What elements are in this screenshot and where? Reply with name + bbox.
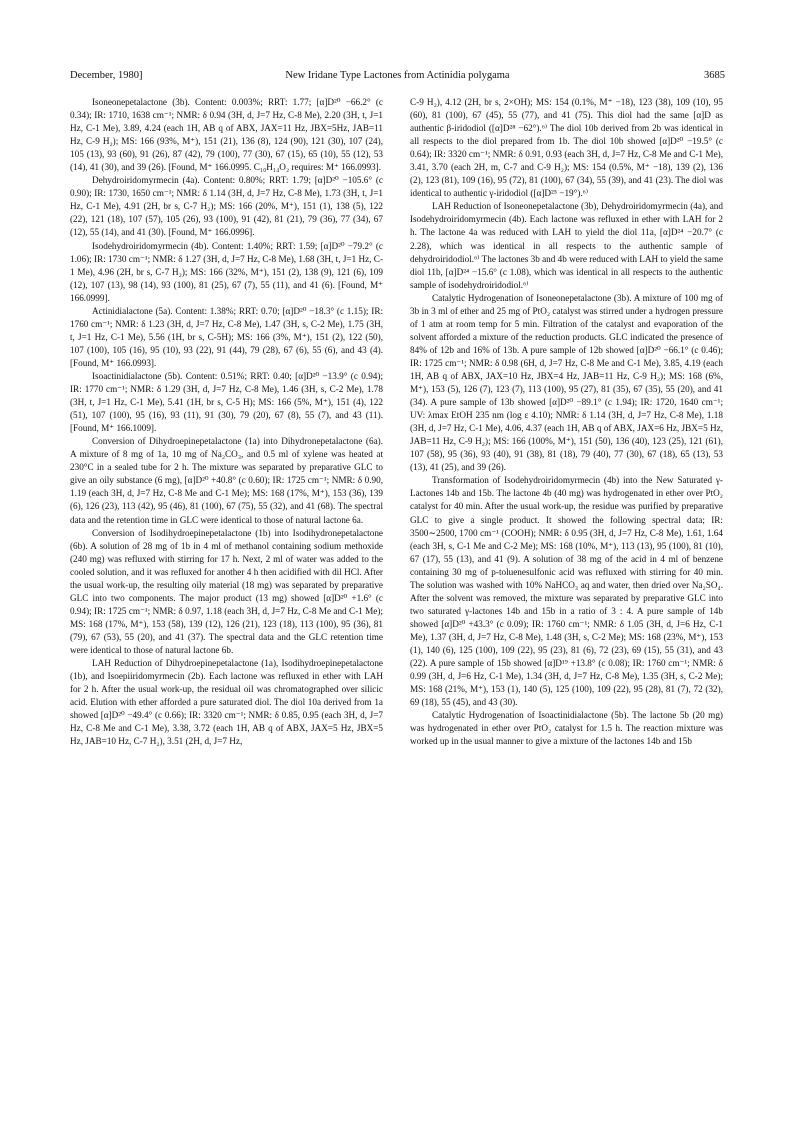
paragraph-diol-continued: C-9 H₂), 4.12 (2H, br s, 2×OH); MS: 154 (0.1%, M⁺ −18), 123 (38), 109 (10), 95 (60), 81 (100), 67 (45), 55 (77), and 41 (75). This diol had the same [α]D as authentic β-iridodiol ([α]D²⁸ −62°).⁶⁾ The diol 10b derived from 2b was identical in all respects to the diol prepared from 1b. The diol 10b showed [α]D²⁰ −19.5° (c 0.64); IR: 3320 cm⁻¹; NMR: δ 0.91, 0.93 (each 3H, d, J=7 Hz, C-8 Me and C-1 Me), 3.41, 3.70 (each 2H, m, C-7 and C-9 H₂); MS: 154 (0.5%, M⁺ −18), 139 (2), 136 (2), 123 (81), 109 (16), 95 (72), 81 (100), 67 (34), 55 (39), and 41 (23). The diol was identical to authentic γ-iridodiol ([α]D²⁵ −19°).⁶⁾ [410,97,723,199]
paragraph-hydrogenation-5b: Catalytic Hydrogenation of Isoactinidialactone (5b). The lactone 5b (20 mg) was hydrogenated in ether over PtO₂ catalyst for 1.5 h. The reaction mixture was worked up in the usual manner to give a mixture of the lactones 14b and 15b [410,710,723,747]
paragraph-lah-reduction-2: LAH Reduction of Isoneonepetalactone (3b), Dehydroiridomyrmecin (4a), and Isodehydroiridomyrmecin (4b). Each lactone was refluxed in ether with LAH for 2 h. The lactone 4a was reduced with LAH to yield the diol 11a, [α]D²⁴ −20.7° (c 2.28), which was identical in all respects to the authentic sample of dehydroiridodiol.⁶⁾ The lactones 3b and 4b were reduced with LAH to yield the same diol 11b, [α]D²⁴ −15.6° (c 1.08), which was identical in all respects to the authentic sample of isodehydroiridodiol.⁶⁾ [410,201,723,290]
page-number: 3685 [704,70,725,81]
left-column [70,96,383,1076]
paragraph-4a: Dehydroiridomyrmecin (4a). Content: 0.80%; RRT: 1.79; [α]D²⁰ −105.6° (c 0.90); IR: 1730, 1650 cm⁻¹; NMR: δ 1.14 (3H, d, J=7 Hz, C-8 Me), 1.73 (3H, t, J=1 Hz, C-1 Me), 4.91 (2H, br s, C-7 H₂); MS: 166 (20%, M⁺), 151 (1), 138 (5), 122 (22), 121 (18), 107 (57), 105 (26), 93 (100), 91 (42), 81 (21), 79 (36), 77 (34), 67 (12), 55 (14), and 41 (30). [Found, M⁺ 166.0996]. [70,175,383,238]
paragraph-conversion-1b: Conversion of Isodihydroepinepetalactone (1b) into Isodihydronepetalactone (6b). A solution of 28 mg of 1b in 4 ml of methanol containing sodium methoxide (240 mg) was refluxed with stirring for 17 h. Next, 2 ml of water was added to the cooled solution, and it was refluxed for another 4 h then acidified with dil HCl. After the usual work-up, the resulting oily material (18 mg) was separated by preparative GLC into two components. The major product (13 mg) showed [α]D²⁰ +1.6° (c 0.94); IR: 1725 cm⁻¹; NMR: δ 0.97, 1.18 (each 3H, d, J=7 Hz, C-8 Me and C-1 Me); MS: 168 (17%, M⁺), 153 (58), 139 (12), 126 (21), 123 (18), 113 (100), 95 (36), 81 (79), 67 (53), 55 (20), and 41 (37). The spectral data and the GLC retention time were identical to those of natural lactone 6b. [70,527,383,655]
paragraph-lah-reduction-1: LAH Reduction of Dihydroepinepetalactone (1a), Isodihydroepinepetalactone (1b), and Isoepiiridomyrmecin (2b). Each lactone was refluxed in ether with LAH for 2 h. After the usual work-up, the residual oil was chromatographed over silicic acid. Elution with ether afforded a pure saturated diol. The diol 10a derived from 1a showed [α]D²⁰ −49.4° (c 0.66); IR: 3320 cm⁻¹; NMR: δ 0.85, 0.95 (each 3H, d, J=7 Hz, C-8 Me and C-1 Me), 3.38, 3.72 (each 1H, AB q of ABX, JAX=5 Hz, JBX=5 Hz, JAB=10 Hz, C-7 H₂), 3.51 (2H, d, J=7 Hz, [70,658,383,747]
header-date: December, 1980] [70,70,143,81]
paragraph-transformation-4b: Transformation of Isodehydroiridomyrmecin (4b) into the New Saturated γ-Lactones 14b and 15b. The lactone 4b (40 mg) was hydrogenated in ether over PtO₂ catalyst for 40 min. After the usual work-up, the residue was purified by preparative GLC to give a single product. It showed the following spectral data; IR: 3500∼2500, 1700 cm⁻¹ (COOH); NMR: δ 0.95 (3H, d, J=7 Hz, C-8 Me), 1.61, 1.64 (each 3H, s, C-1 Me and C-2 Me); MS: 168 (10%, M⁺), 113 (13), 95 (100), 81 (10), 67 (17), 55 (13), and 41 (9). A solution of 38 mg of the acid in 4 ml of benzene containing 30 mg of p-toluenesulfonic acid was refluxed with stirring for 40 min. The solution was washed with 10% NaHCO₃ aq and water, then dried over Na₂SO₄. After the solvent was removed, the mixture was separated by preparative GLC into two saturated γ-lactones 14b and 15b in a ratio of 3 : 4. A pure sample of 14b showed [α]D²⁰ +43.3° (c 0.09); IR: 1760 cm⁻¹; NMR: δ 1.05 (3H, d, J=6 Hz, C-1 Me), 1.37 (3H, d, J=7 Hz, C-8 Me), 1.48 (3H, s, C-2 Me); MS: 168 (23%, M⁺), 153 (1), 140 (6), 125 (100), 109 (22), 95 (23), 81 (6), 72 (23), 69 (15), 55 (31), and 43 (22). A pure sample of 15b showed [α]D¹⁹ +13.8° (c 0.08); IR: 1760 cm⁻¹; NMR: δ 0.99 (3H, d, J=6 Hz, C-1 Me), 1.34 (3H, d, J=7 Hz, C-8 Me), 1.35 (3H, s, C-2 Me); MS: 168 (21%, M⁺), 153 (1), 140 (5), 125 (100), 109 (22), 95 (28), 81 (7), 72 (32), 69 (18), 55 (45), and 43 (30). [410,475,723,708]
paragraph-5a: Actinidialactone (5a). Content: 1.38%; RRT: 0.70; [α]D²⁰ −18.3° (c 1.15); IR: 1760 cm⁻¹; NMR: δ 1.23 (3H, d, J=7 Hz, C-8 Me), 1.47 (3H, s, C-2 Me), 1.75 (3H, t, J=1 Hz, C-1 Me), 5.56 (1H, br s, C-5H); MS: 166 (3%, M⁺), 151 (2), 122 (50), 107 (100), 105 (16), 95 (10), 93 (22), 91 (44), 79 (28), 67 (6), 55 (6), and 43 (4). [Found, M⁺ 166.0993]. [70,305,383,368]
paragraph-hydrogenation-3b: Catalytic Hydrogenation of Isoneonepetalactone (3b). A mixture of 100 mg of 3b in 3 ml of ether and 25 mg of PtO₂ catalyst was stirred under a hydrogen pressure of 1 atm at room temp for 5 min. Filtration of the catalyst and evaporation of the solvent afforded a mixture of the reduction products. GLC indicated the presence of 84% of 12b and 16% of 13b. A pure sample of 12b showed [α]D²⁰ −66.1° (c 0.46); IR: 1725 cm⁻¹; NMR: δ 0.98 (6H, d, J=7 Hz, C-8 Me and C-1 Me), 3.85, 4.19 (each 1H, AB q of ABX, JAX=10 Hz, JBX=4 Hz, JAB=11 Hz, C-9 H₂); MS: 168 (6%, M⁺), 153 (5), 126 (7), 123 (7), 113 (100), 95 (27), 81 (35), 67 (35), 55 (20), and 41 (34). A pure sample of 13b showed [α]D²⁰ −89.1° (c 1.94); IR: 1720, 1640 cm⁻¹; UV: λmax EtOH 235 nm (log ε 4.10); NMR: δ 1.14 (3H, d, J=7 Hz, C-8 Me), 1.18 (3H, d, J=7 Hz, C-1 Me), 4.06, 4.37 (each 1H, AB q of ABX, JAX=6 Hz, JBX=5 Hz, JAB=11 Hz, C-9 H₂); MS: 166 (100%, M⁺), 151 (50), 136 (40), 123 (25), 121 (61), 107 (58), 95 (36), 93 (40), 91 (38), 81 (18), 79 (40), 77 (30), 67 (18), 65 (13), 53 (13), 41 (25), and 39 (26). [410,292,723,473]
running-header [70,68,725,84]
paragraph-conversion-1a: Conversion of Dihydroepinepetalactone (1a) into Dihydronepetalactone (6a). A mixture of 8 mg of 1a, 10 mg of Na₂CO₃, and 0.5 ml of xylene was heated at 230°C in a sealed tube for 2 h. The mixture was separated by preparative GLC to give an oily substance (6 mg), [α]D²⁰ +40.8° (c 0.60); IR: 1725 cm⁻¹; NMR: δ 0.90, 1.19 (each 3H, d, J=7 Hz, C-8 Me and C-1 Me); MS: 168 (17%, M⁺), 153 (36), 139 (6), 126 (23), 113 (42), 95 (46), 81 (100), 67 (75), 55 (32), and 41 (68). The spectral data and the retention time in GLC were identical to those of natural lactone 6a. [70,436,383,525]
header-title: New Iridane Type Lactones from Actinidia polygama [285,70,510,81]
paragraph-4b: Isodehydroiridomyrmecin (4b). Content: 1.40%; RRT: 1.59; [α]D²⁰ −79.2° (c 1.06); IR: 1730 cm⁻¹; NMR: δ 1.27 (3H, d, J=7 Hz, C-8 Me), 1.68 (3H, t, J=1 Hz, C-1 Me), 4.96 (2H, br s, C-7 H₂); MS: 166 (32%, M⁺), 151 (2), 138 (9), 121 (6), 109 (12), 107 (13), 98 (14), 93 (100), 81 (25), 67 (7), 55 (11), and 41 (6). [Found, M⁺ 166.0999]. [70,240,383,303]
paragraph-5b: Isoactinidialactone (5b). Content: 0.51%; RRT: 0.40; [α]D²⁰ −13.9° (c 0.94); IR: 1770 cm⁻¹; NMR: δ 1.29 (3H, d, J=7 Hz, C-8 Me), 1.46 (3H, s, C-2 Me), 1.78 (3H, t, J=1 Hz, C-1 Me), 5.41 (1H, br s, C-5 H); MS: 166 (5%, M⁺), 151 (4), 122 (51), 107 (100), 95 (16), 93 (11), 91 (30), 79 (20), 67 (8), 55 (7), and 43 (11). [Found, M⁺ 166.1009]. [70,370,383,434]
paragraph-3b: Isoneonepetalactone (3b). Content: 0.003%; RRT: 1.77; [α]D²⁰ −66.2° (c 0.34); IR: 1710, 1638 cm⁻¹; NMR: δ 0.94 (3H, d, J=7 Hz, C-8 Me), 2.20 (3H, t, J=1 Hz, C-1 Me), 3.89, 4.24 (each 1H, AB q of ABX, JAX=11 Hz, JBX=5Hz, JAB=11 Hz, C-9 H₂); MS: 166 (93%, M⁺), 151 (21), 136 (8), 124 (90), 121 (30), 107 (24), 105 (13), 93 (60), 91 (26), 87 (42), 79 (100), 77 (30), 67 (15), 65 (10), 55 (12), 53 (14), 41 (30), and 39 (26). [Found, M⁺ 166.0995. C₁₀H₁₄O₂ requires: M⁺ 166.0993]. [70,97,383,173]
right-column [410,96,723,1076]
